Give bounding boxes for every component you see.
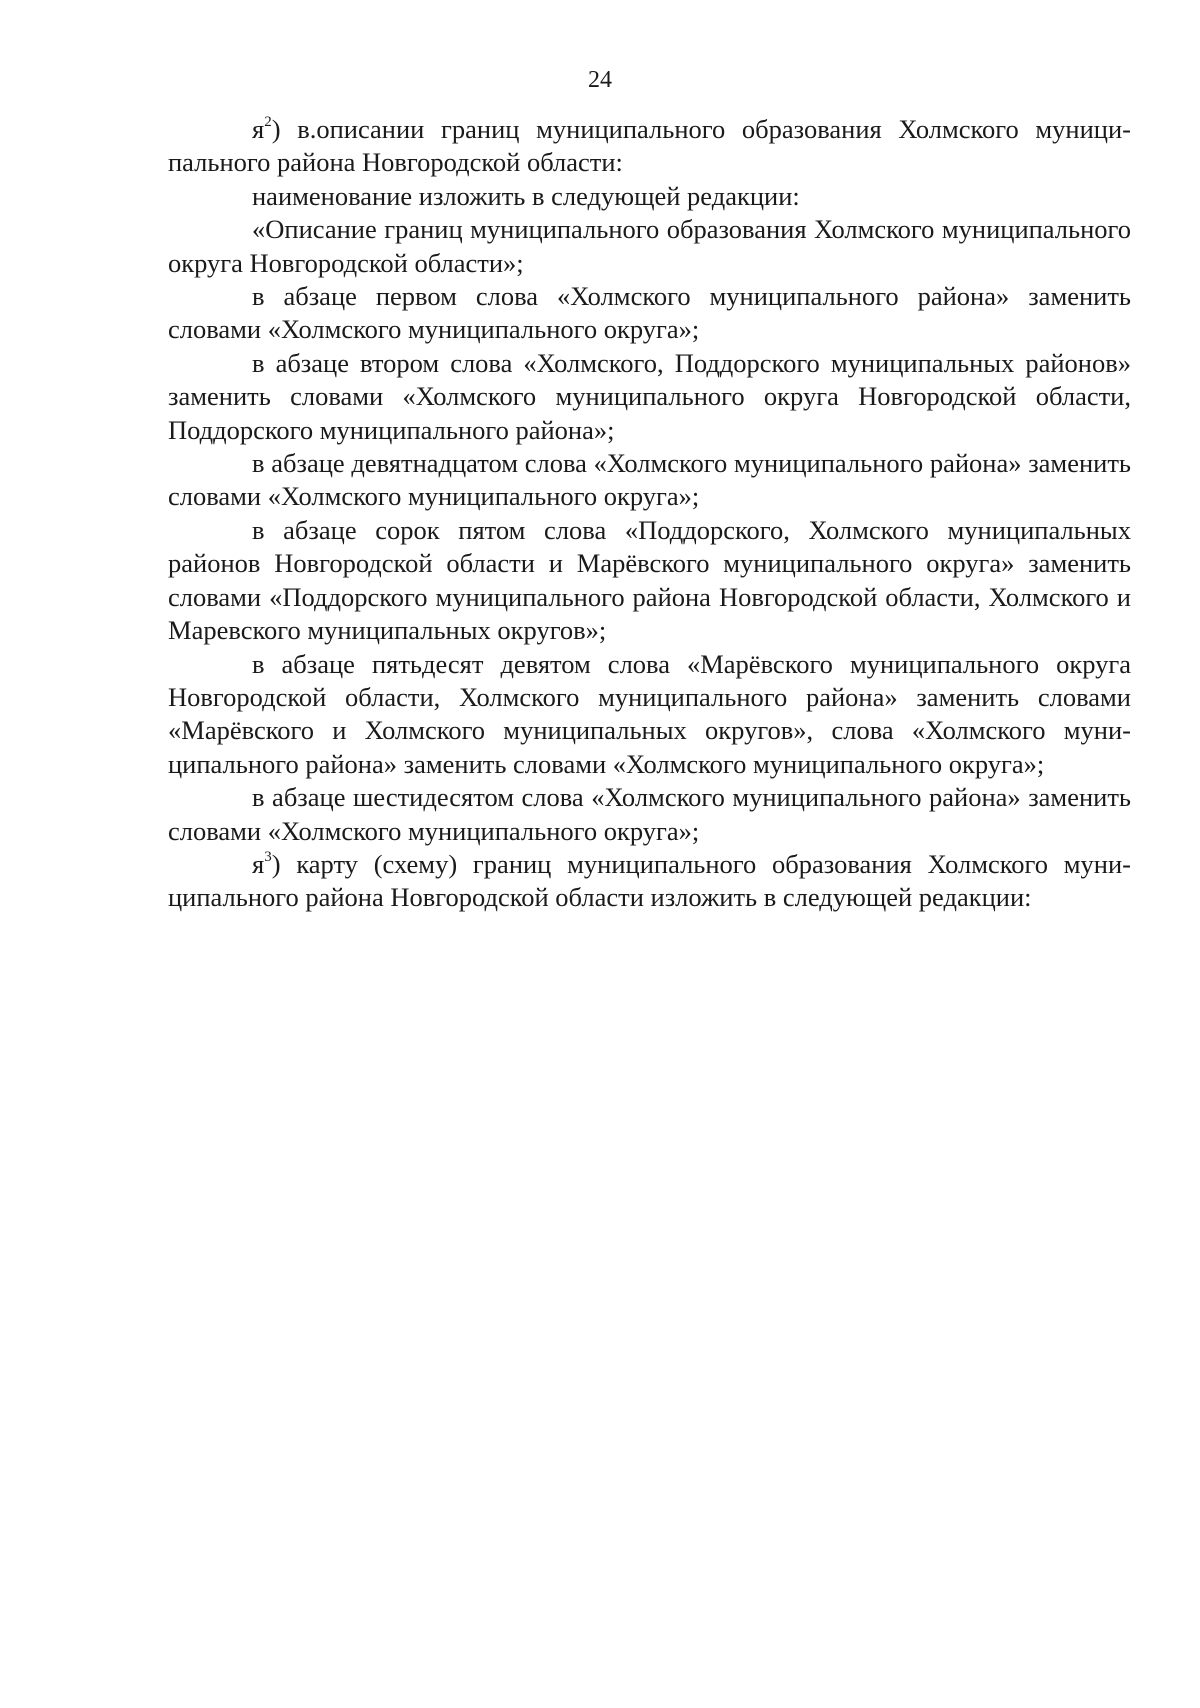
- paragraph: [168, 447, 1131, 514]
- paragraph-text: «Описание границ муниципального образования Холмского муниципального округа Новгородской области»;: [168, 214, 1131, 278]
- paragraph: [168, 347, 1131, 447]
- item-superscript: 3: [264, 848, 272, 865]
- paragraph: [168, 781, 1131, 848]
- paragraph: [168, 514, 1131, 648]
- paragraph: [168, 180, 1131, 213]
- paragraph: [168, 648, 1131, 782]
- item-superscript: 2: [264, 114, 272, 130]
- paragraph-text: наименование изложить в следующей редакции:: [252, 180, 800, 211]
- item-letter: я: [252, 114, 265, 144]
- paragraph-text: в абзаце девятнадцатом слова «Холмского муниципального района» заменить словами «Холмского муниципального округа»;: [168, 448, 1131, 512]
- document-body: [168, 113, 1131, 915]
- paragraph: [168, 213, 1131, 280]
- paragraph-text: в абзаце сорок пятом слова «Поддорского, Холмского муниципальных районов Новгородской области и Марёвского муниципального округа» заменить словами «Поддорского муниципального района Новгородской области, Холмского и Маревского муниципальных округов»;: [168, 514, 1131, 646]
- paragraph-text: ) карту (схему) границ муниципального образования Холмского муниципального района Новгородской области изложить в следующей редакции:: [168, 848, 1131, 913]
- item-letter: я: [252, 848, 265, 879]
- paragraph-text: в абзаце втором слова «Холмского, Поддорского муниципальных районов» заменить словами «Холмского муниципального округа Новгородской области, Поддорского муниципального района»;: [168, 347, 1131, 445]
- paragraph-text: ) в.описании границ муниципального образования Холмского муниципального района Новгородской области:: [168, 114, 1131, 178]
- paragraph-ya2: [168, 113, 1131, 180]
- paragraph-text: в абзаце пятьдесят девятом слова «Марёвского муниципального округа Новгородской области, Холмского муниципального района» заменить словами «Марёвского и Холмского муниципальных округов», слова «Холмского муниципального района» заменить словами «Холмского муниципального округа»;: [168, 648, 1131, 779]
- paragraph: [168, 280, 1131, 347]
- paragraph-text: в абзаце шестидесятом слова «Холмского муниципального района» заменить словами «Холмского муниципального округа»;: [168, 782, 1131, 846]
- paragraph-text: в абзаце первом слова «Холмского муниципального района» заменить словами «Холмского муниципального округа»;: [168, 281, 1131, 345]
- page-number: 24: [588, 67, 612, 93]
- paragraph-ya3: [168, 848, 1131, 915]
